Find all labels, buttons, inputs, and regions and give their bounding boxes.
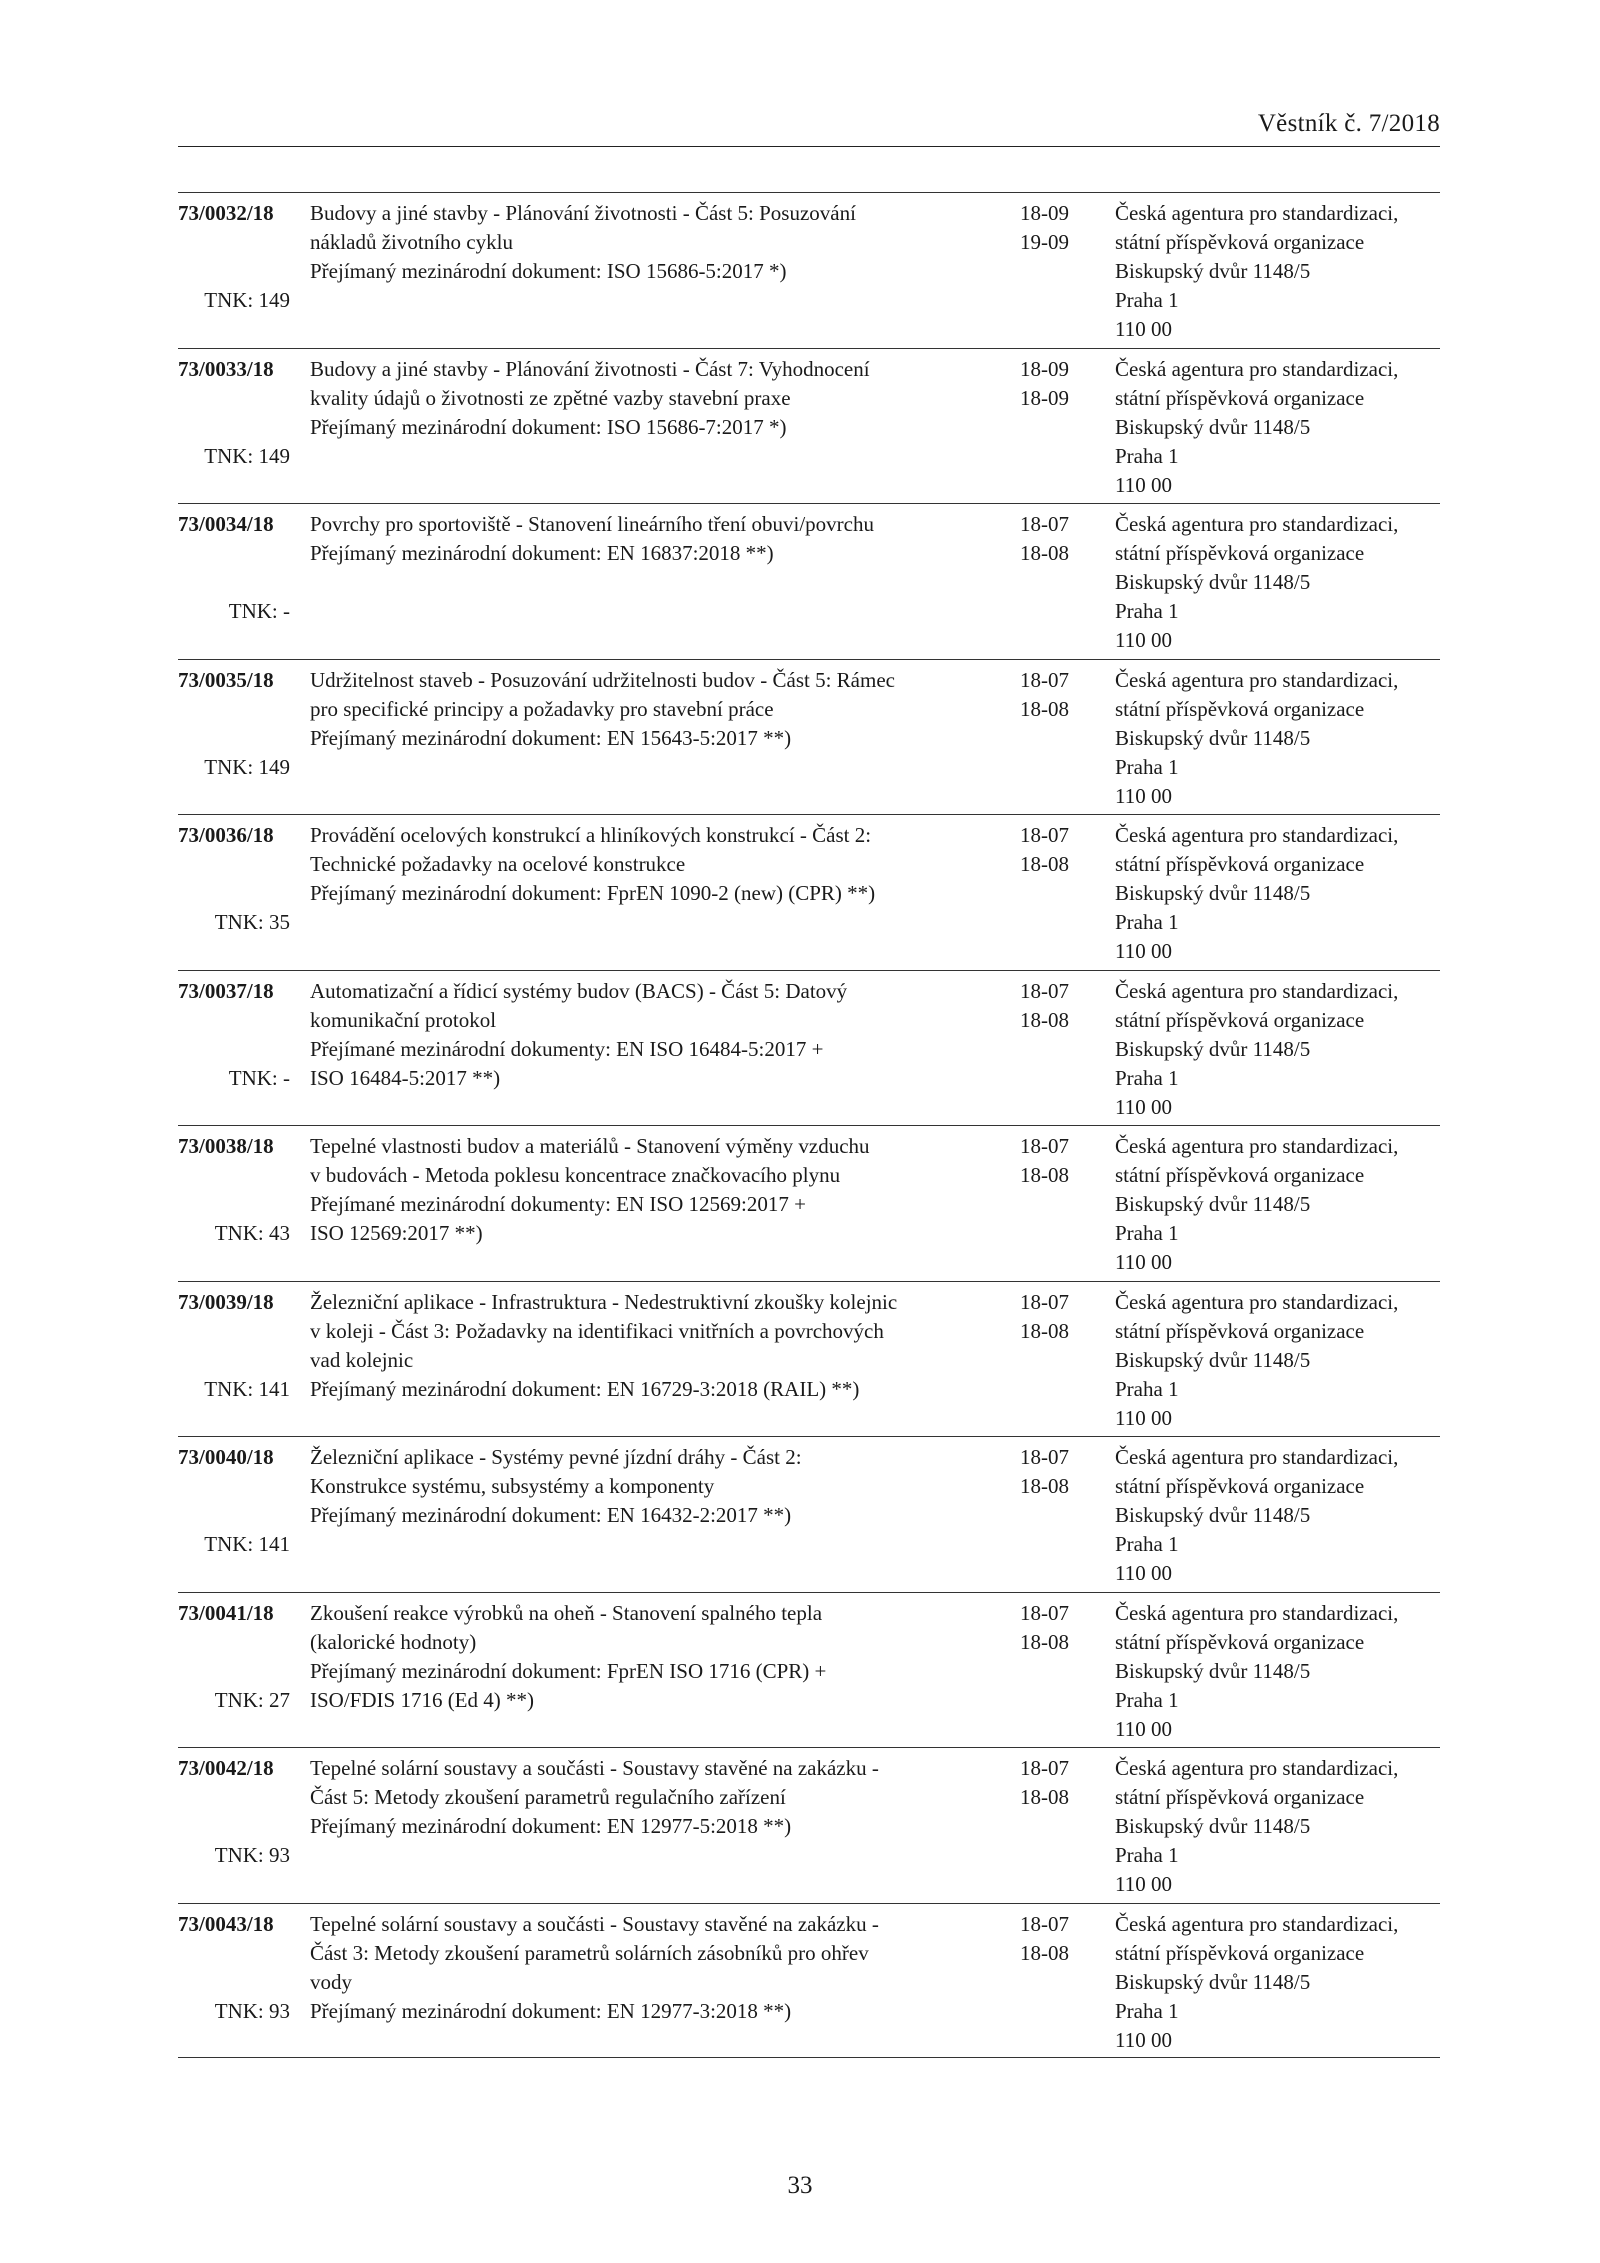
date-line: 18-07: [1020, 1756, 1069, 1780]
description-line: Automatizační a řídicí systémy budov (BACS) - Část 5: Datový: [310, 978, 848, 1003]
description-line: [310, 442, 1010, 471]
entry-tnk: TNK: 27: [214, 1687, 290, 1712]
description-line: komunikační protokol: [310, 1007, 497, 1032]
entry-organization: [1115, 1288, 1440, 1433]
entry-dates: [1020, 355, 1090, 413]
date-line: 18-07: [1020, 1600, 1069, 1625]
organization-line: státní příspěvková organizace: [1115, 1163, 1365, 1187]
entry-organization: [1115, 977, 1440, 1122]
entry-number: 73/0034/18: [178, 512, 274, 536]
description-line: vody: [310, 1969, 352, 1994]
date-line: 18-08: [1020, 1785, 1069, 1809]
entry-tnk: TNK: -: [228, 599, 290, 623]
entry-number: 73/0032/18: [178, 201, 274, 225]
entry-tnk: TNK: -: [228, 1065, 290, 1090]
entry-number: 73/0033/18: [178, 356, 274, 381]
organization-line: státní příspěvková organizace: [1115, 541, 1365, 565]
entry-organization: [1115, 1599, 1440, 1744]
description-line: Tepelné solární soustavy a součásti - Soustavy stavěné na zakázku -: [310, 1911, 879, 1936]
description-line: Železniční aplikace - Infrastruktura - Nedestruktivní zkoušky kolejnic: [310, 1289, 898, 1314]
description-line: Přejímaný mezinárodní dokument: EN 15643-5:2017 **): [310, 725, 792, 750]
entry-organization: [1115, 510, 1440, 655]
description-line: Přejímaný mezinárodní dokument: FprEN ISO 1716 (CPR) +: [310, 1658, 827, 1683]
organization-line: státní příspěvková organizace: [1115, 385, 1365, 410]
entry-organization: [1115, 1443, 1440, 1588]
description-line: Udržitelnost staveb - Posuzování udržitelnosti budov - Část 5: Rámec: [310, 667, 895, 692]
entry-number: 73/0042/18: [178, 1756, 274, 1780]
entry-dates: [1020, 1443, 1090, 1501]
organization-line: Biskupský dvůr 1148/5: [1115, 1347, 1311, 1372]
table-row: [178, 1281, 1440, 1437]
organization-line: Česká agentura pro standardizaci,: [1115, 201, 1399, 225]
table-row: [178, 1125, 1440, 1281]
organization-line: Česká agentura pro standardizaci,: [1115, 512, 1399, 536]
organization-line: 110 00: [1115, 1872, 1172, 1896]
organization-line: 110 00: [1115, 939, 1172, 963]
organization-line: státní příspěvková organizace: [1115, 696, 1365, 721]
entry-id-cell: [178, 1910, 290, 2023]
organization-line: státní příspěvková organizace: [1115, 1007, 1365, 1032]
organization-line: státní příspěvková organizace: [1115, 1629, 1365, 1654]
organization-line: Česká agentura pro standardizaci,: [1115, 1911, 1399, 1936]
description-line: Část 3: Metody zkoušení parametrů solárních zásobníků pro ohřev: [310, 1940, 869, 1965]
organization-line: Biskupský dvůr 1148/5: [1115, 1503, 1311, 1527]
description-line: Technické požadavky na ocelové konstrukce: [310, 852, 686, 876]
table-row: [178, 348, 1440, 504]
organization-line: Biskupský dvůr 1148/5: [1115, 1036, 1311, 1061]
description-line: [310, 908, 1010, 937]
organization-line: Česká agentura pro standardizaci,: [1115, 1600, 1399, 1625]
description-line: Přejímané mezinárodní dokumenty: EN ISO 12569:2017 +: [310, 1192, 806, 1216]
description-line: Přejímaný mezinárodní dokument: EN 16837:2018 **): [310, 541, 774, 565]
entry-tnk: TNK: 35: [214, 910, 290, 934]
entry-tnk: TNK: 141: [204, 1532, 290, 1556]
organization-line: Česká agentura pro standardizaci,: [1115, 978, 1399, 1003]
entry-id-cell: [178, 199, 290, 312]
organization-line: Biskupský dvůr 1148/5: [1115, 881, 1311, 905]
entry-dates: [1020, 199, 1090, 257]
entry-id-cell: [178, 977, 290, 1090]
organization-line: Praha 1: [1115, 599, 1179, 623]
organization-line: Praha 1: [1115, 1843, 1179, 1867]
description-line: Část 5: Metody zkoušení parametrů regulačního zařízení: [310, 1785, 786, 1809]
description-line: Přejímaný mezinárodní dokument: EN 16729-3:2018 (RAIL) **): [310, 1376, 860, 1401]
date-line: 18-07: [1020, 823, 1069, 847]
description-line: Přejímaný mezinárodní dokument: EN 12977-5:2018 **): [310, 1814, 792, 1838]
entry-number: 73/0038/18: [178, 1134, 274, 1158]
entry-description: [310, 1754, 1010, 1870]
organization-line: státní příspěvková organizace: [1115, 230, 1365, 254]
description-line: v budovách - Metoda poklesu koncentrace značkovacího plynu: [310, 1163, 841, 1187]
organization-line: Praha 1: [1115, 443, 1179, 468]
date-line: 18-07: [1020, 1911, 1069, 1936]
organization-line: Praha 1: [1115, 1221, 1179, 1245]
entry-id-cell: [178, 1443, 290, 1556]
organization-line: Praha 1: [1115, 1065, 1179, 1090]
organization-line: Česká agentura pro standardizaci,: [1115, 1756, 1399, 1780]
entry-organization: [1115, 1754, 1440, 1899]
date-line: 18-08: [1020, 852, 1069, 876]
description-line: Přejímaný mezinárodní dokument: EN 12977-3:2018 **): [310, 1998, 792, 2023]
date-line: 18-09: [1020, 201, 1069, 225]
standards-table: [178, 192, 1440, 2058]
entry-organization: [1115, 1132, 1440, 1277]
description-line: vad kolejnic: [310, 1347, 414, 1372]
table-row: [178, 1436, 1440, 1592]
entry-id-cell: [178, 355, 290, 468]
entry-id-cell: [178, 821, 290, 934]
organization-line: 110 00: [1115, 317, 1172, 341]
entry-description: [310, 1599, 1010, 1715]
organization-line: Praha 1: [1115, 754, 1179, 779]
date-line: 19-09: [1020, 230, 1069, 254]
entry-tnk: TNK: 43: [214, 1221, 290, 1245]
entry-tnk: TNK: 149: [204, 443, 290, 468]
date-line: 18-08: [1020, 1474, 1069, 1498]
date-line: 18-09: [1020, 385, 1069, 410]
entry-id-cell: [178, 666, 290, 779]
description-line: [310, 597, 1010, 626]
date-line: 18-07: [1020, 1134, 1069, 1158]
description-line: Přejímaný mezinárodní dokument: FprEN 1090-2 (new) (CPR) **): [310, 881, 876, 905]
entry-tnk: TNK: 149: [204, 288, 290, 312]
organization-line: Praha 1: [1115, 1998, 1179, 2023]
page-header: [178, 110, 1440, 147]
entry-dates: [1020, 666, 1090, 724]
date-line: 18-08: [1020, 1163, 1069, 1187]
organization-line: 110 00: [1115, 472, 1172, 497]
organization-line: Česká agentura pro standardizaci,: [1115, 356, 1399, 381]
description-line: Přejímaný mezinárodní dokument: ISO 15686-5:2017 *): [310, 259, 787, 283]
organization-line: 110 00: [1115, 1561, 1172, 1585]
entry-dates: [1020, 1599, 1090, 1657]
entry-number: 73/0040/18: [178, 1445, 274, 1469]
organization-line: Česká agentura pro standardizaci,: [1115, 1134, 1399, 1158]
table-row: [178, 1903, 1440, 2059]
date-line: 18-07: [1020, 978, 1069, 1003]
entry-dates: [1020, 1754, 1090, 1812]
entry-organization: [1115, 1910, 1440, 2055]
date-line: 18-08: [1020, 541, 1069, 565]
entry-organization: [1115, 199, 1440, 344]
journal-title: Věstník č. 7/2018: [1257, 110, 1440, 137]
description-line: (kalorické hodnoty): [310, 1629, 477, 1654]
description-line: pro specifické principy a požadavky pro stavební práce: [310, 696, 774, 721]
organization-line: Praha 1: [1115, 1687, 1179, 1712]
description-line: Tepelné vlastnosti budov a materiálů - Stanovení výměny vzduchu: [310, 1134, 870, 1158]
entry-description: [310, 977, 1010, 1093]
entry-number: 73/0035/18: [178, 667, 274, 692]
table-row: [178, 970, 1440, 1126]
description-line: Železniční aplikace - Systémy pevné jízdní dráhy - Část 2:: [310, 1445, 802, 1469]
entry-dates: [1020, 1288, 1090, 1346]
organization-line: Praha 1: [1115, 288, 1179, 312]
page-number: 33: [787, 2172, 813, 2199]
organization-line: Česká agentura pro standardizaci,: [1115, 1289, 1399, 1314]
entry-id-cell: [178, 510, 290, 623]
entry-id-cell: [178, 1599, 290, 1712]
entry-description: [310, 1910, 1010, 2026]
organization-line: 110 00: [1115, 2027, 1172, 2052]
organization-line: státní příspěvková organizace: [1115, 1940, 1365, 1965]
table-row: [178, 659, 1440, 815]
entry-dates: [1020, 510, 1090, 568]
entry-description: [310, 1132, 1010, 1248]
table-row: [178, 192, 1440, 348]
date-line: 18-08: [1020, 1007, 1069, 1032]
date-line: 18-07: [1020, 1289, 1069, 1314]
organization-line: Praha 1: [1115, 1376, 1179, 1401]
entry-tnk: TNK: 141: [204, 1376, 290, 1401]
entry-description: [310, 821, 1010, 937]
entry-id-cell: [178, 1132, 290, 1245]
entry-description: [310, 1288, 1010, 1404]
organization-line: 110 00: [1115, 1250, 1172, 1274]
entry-number: 73/0039/18: [178, 1289, 274, 1314]
entry-dates: [1020, 821, 1090, 879]
organization-line: Česká agentura pro standardizaci,: [1115, 667, 1399, 692]
entry-id-cell: [178, 1754, 290, 1867]
date-line: 18-07: [1020, 667, 1069, 692]
date-line: 18-08: [1020, 1318, 1069, 1343]
entry-organization: [1115, 666, 1440, 811]
entry-tnk: TNK: 149: [204, 754, 290, 779]
description-line: Tepelné solární soustavy a součásti - Soustavy stavěné na zakázku -: [310, 1756, 879, 1780]
entry-description: [310, 355, 1010, 471]
entry-description: [310, 199, 1010, 315]
description-line: [310, 753, 1010, 782]
table-row: [178, 503, 1440, 659]
entry-tnk: TNK: 93: [214, 1843, 290, 1867]
organization-line: Biskupský dvůr 1148/5: [1115, 570, 1311, 594]
organization-line: Biskupský dvůr 1148/5: [1115, 259, 1311, 283]
description-line: nákladů životního cyklu: [310, 230, 513, 254]
organization-line: Praha 1: [1115, 1532, 1179, 1556]
entry-number: 73/0043/18: [178, 1911, 274, 1936]
organization-line: státní příspěvková organizace: [1115, 852, 1365, 876]
date-line: 18-07: [1020, 512, 1069, 536]
description-line: Přejímané mezinárodní dokumenty: EN ISO 16484-5:2017 +: [310, 1036, 824, 1061]
organization-line: Biskupský dvůr 1148/5: [1115, 725, 1311, 750]
entry-dates: [1020, 1910, 1090, 1968]
date-line: 18-07: [1020, 1445, 1069, 1469]
description-line: Přejímaný mezinárodní dokument: ISO 15686-7:2017 *): [310, 414, 787, 439]
description-line: Provádění ocelových konstrukcí a hliníkových konstrukcí - Část 2:: [310, 823, 872, 847]
description-line: [310, 1841, 1010, 1870]
organization-line: 110 00: [1115, 1405, 1172, 1430]
entry-organization: [1115, 821, 1440, 966]
date-line: 18-08: [1020, 1629, 1069, 1654]
organization-line: Česká agentura pro standardizaci,: [1115, 1445, 1399, 1469]
description-line: Povrchy pro sportoviště - Stanovení lineárního tření obuvi/povrchu: [310, 512, 874, 536]
organization-line: 110 00: [1115, 783, 1172, 808]
organization-line: státní příspěvková organizace: [1115, 1785, 1365, 1809]
organization-line: Biskupský dvůr 1148/5: [1115, 1814, 1311, 1838]
entry-description: [310, 666, 1010, 782]
date-line: 18-08: [1020, 696, 1069, 721]
entry-id-cell: [178, 1288, 290, 1401]
organization-line: Biskupský dvůr 1148/5: [1115, 1969, 1311, 1994]
organization-line: Praha 1: [1115, 910, 1179, 934]
organization-line: Biskupský dvůr 1148/5: [1115, 1658, 1311, 1683]
table-row: [178, 814, 1440, 970]
entry-dates: [1020, 977, 1090, 1035]
organization-line: státní příspěvková organizace: [1115, 1474, 1365, 1498]
description-line: [310, 286, 1010, 315]
table-row: [178, 1592, 1440, 1748]
table-row: [178, 1747, 1440, 1903]
organization-line: Biskupský dvůr 1148/5: [1115, 414, 1311, 439]
entry-description: [310, 1443, 1010, 1559]
entry-organization: [1115, 355, 1440, 500]
description-line: Konstrukce systému, subsystémy a komponenty: [310, 1474, 715, 1498]
description-line: ISO/FDIS 1716 (Ed 4) **): [310, 1687, 534, 1712]
description-line: Budovy a jiné stavby - Plánování životnosti - Část 5: Posuzování: [310, 201, 856, 225]
description-line: [310, 568, 1010, 597]
entry-number: 73/0037/18: [178, 978, 274, 1003]
description-line: Budovy a jiné stavby - Plánování životnosti - Část 7: Vyhodnocení: [310, 356, 870, 381]
description-line: Zkoušení reakce výrobků na oheň - Stanovení spalného tepla: [310, 1600, 823, 1625]
organization-line: 110 00: [1115, 628, 1172, 652]
entry-dates: [1020, 1132, 1090, 1190]
description-line: ISO 16484-5:2017 **): [310, 1065, 501, 1090]
description-line: [310, 1530, 1010, 1559]
entry-number: 73/0041/18: [178, 1600, 274, 1625]
organization-line: státní příspěvková organizace: [1115, 1318, 1365, 1343]
entry-number: 73/0036/18: [178, 823, 274, 847]
entry-tnk: TNK: 93: [214, 1998, 290, 2023]
description-line: v koleji - Část 3: Požadavky na identifikaci vnitřních a povrchových: [310, 1318, 884, 1343]
organization-line: 110 00: [1115, 1716, 1172, 1741]
description-line: Přejímaný mezinárodní dokument: EN 16432-2:2017 **): [310, 1503, 792, 1527]
description-line: kvality údajů o životnosti ze zpětné vazby stavební praxe: [310, 385, 791, 410]
entry-description: [310, 510, 1010, 626]
date-line: 18-09: [1020, 356, 1069, 381]
organization-line: Biskupský dvůr 1148/5: [1115, 1192, 1311, 1216]
organization-line: 110 00: [1115, 1094, 1172, 1119]
date-line: 18-08: [1020, 1940, 1069, 1965]
organization-line: Česká agentura pro standardizaci,: [1115, 823, 1399, 847]
description-line: ISO 12569:2017 **): [310, 1221, 483, 1245]
